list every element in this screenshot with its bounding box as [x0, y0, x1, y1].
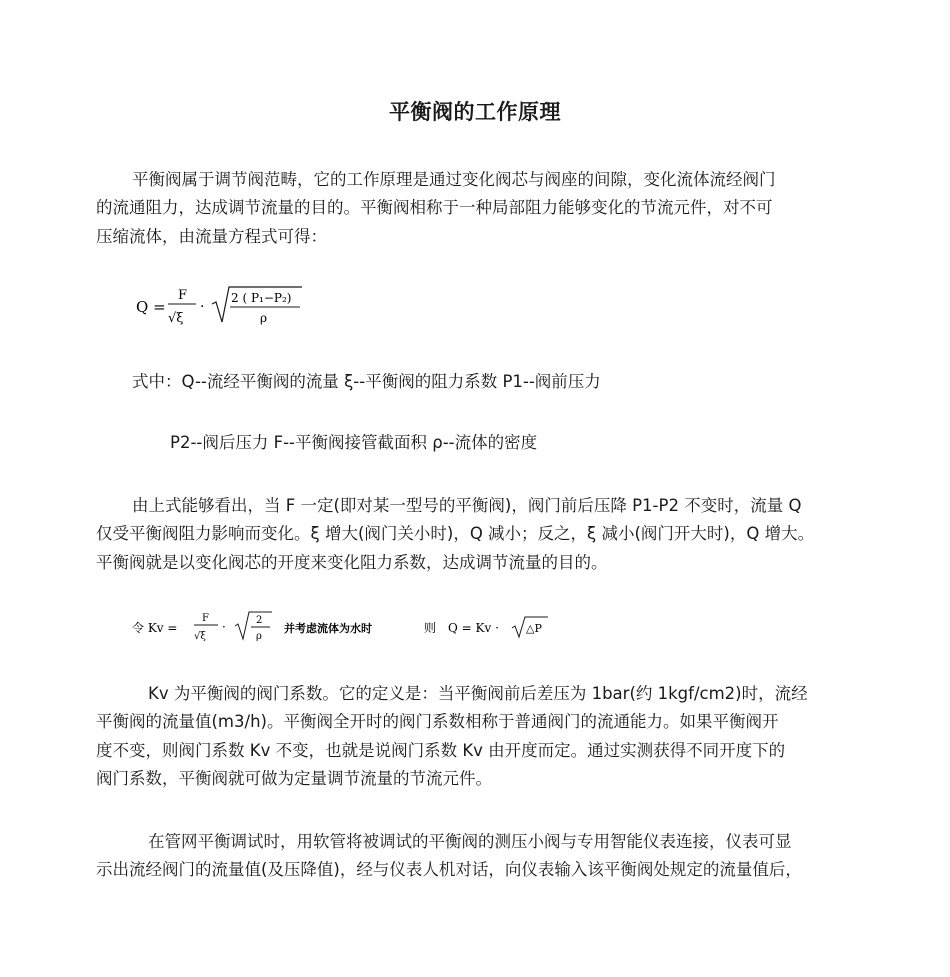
paragraph-line: 示出流经阀门的流量值(及压降值)，经与仪表人机对话，向仪表输入该平衡阀处规定的流量值后，	[96, 860, 802, 880]
kv-result: Q = Kv ·	[448, 621, 499, 635]
flow-equation-svg	[134, 282, 309, 338]
paragraph-line: 仅受平衡阀阻力影响而变化。ξ 增大(阀门关小时)，Q 减小；反之，ξ 减小(阀门开大时)，Q 增大。	[96, 524, 815, 544]
paragraph-line: 在管网平衡调试时，用软管将被调试的平衡阀的测压小阀与专用智能仪表连接，仪表可显	[148, 832, 792, 851]
kv-dot: ·	[222, 620, 226, 634]
formula-dot: ·	[200, 299, 205, 315]
paragraph-kv-definition	[96, 680, 866, 794]
kv-then: 则	[424, 621, 437, 635]
kv-condition: 并考虑流体为水时	[284, 622, 372, 635]
kv-frac-den: √ξ	[194, 631, 206, 642]
paragraph-line: 度不变，则阀门系数 Kv 不变，也就是说阀门系数 Kv 由开度而定。通过实测获得不同开度下的	[96, 740, 786, 760]
kv-result-sqrt: △P	[526, 622, 542, 635]
paragraph-analysis	[96, 492, 866, 577]
paragraph-line: 由上式能够看出，当 F 一定(即对某一型号的平衡阀)，阀门前后压降 P1-P2 不变时，流量 Q	[132, 496, 802, 515]
paragraph-line: 的流通阻力，达成调节流量的目的。平衡阀相称于一种局部阻力能够变化的节流元件，对不可	[96, 198, 773, 218]
radical-sign-icon	[235, 612, 272, 639]
kv-definition-formula	[130, 608, 560, 654]
page-title: 平衡阀的工作原理	[389, 100, 561, 124]
kv-formula-svg	[130, 608, 560, 650]
formula-frac-num: F	[178, 288, 188, 303]
paragraph-line: 阀门系数，平衡阀就可做为定量调节流量的节流元件。	[96, 769, 492, 789]
flow-equation-formula	[134, 282, 309, 342]
formula-frac-den: √ξ	[168, 311, 184, 326]
paragraph-balancing-commissioning	[96, 828, 866, 885]
kv-sqrt-num: 2	[256, 615, 263, 626]
definition-line: 式中：Q--流经平衡阀的流量 ξ--平衡阀的阻力系数 P1--阀前压力	[132, 372, 601, 391]
paragraph-line: 平衡阀属于调节阀范畴，它的工作原理是通过变化阀芯与阀座的间隙，变化流体流经阀门	[132, 170, 776, 189]
kv-frac-num: F	[202, 613, 209, 624]
paragraph-working-principle	[96, 166, 866, 251]
paragraph-line: 平衡阀就是以变化阀芯的开度来变化阻力系数，达成调节流量的目的。	[96, 552, 608, 572]
variable-definitions-line1	[96, 368, 866, 396]
paragraph-line: 平衡阀的流量值(m3/h)。平衡阀全开时的阀门系数相称于普通阀门的流通能力。如果平衡阀开	[96, 712, 779, 732]
variable-definitions-line2	[96, 429, 866, 457]
paragraph-line: Kv 为平衡阀的阀门系数。它的定义是：当平衡阀前后差压为 1bar(约 1kgf/cm2)时，流经	[148, 684, 808, 703]
formula-sqrt-num: 2 ( P₁−P₂)	[231, 291, 292, 305]
kv-sqrt-den: ρ	[256, 631, 262, 642]
paragraph-line: 压缩流体，由流量方程式可得：	[96, 226, 327, 246]
formula-lhs: Q =	[136, 298, 166, 316]
formula-sqrt-den: ρ	[260, 311, 268, 325]
kv-prefix: 令 Kv =	[132, 621, 178, 635]
definition-line: P2--阀后压力 F--平衡阀接管截面积 ρ--流体的密度	[170, 433, 538, 452]
